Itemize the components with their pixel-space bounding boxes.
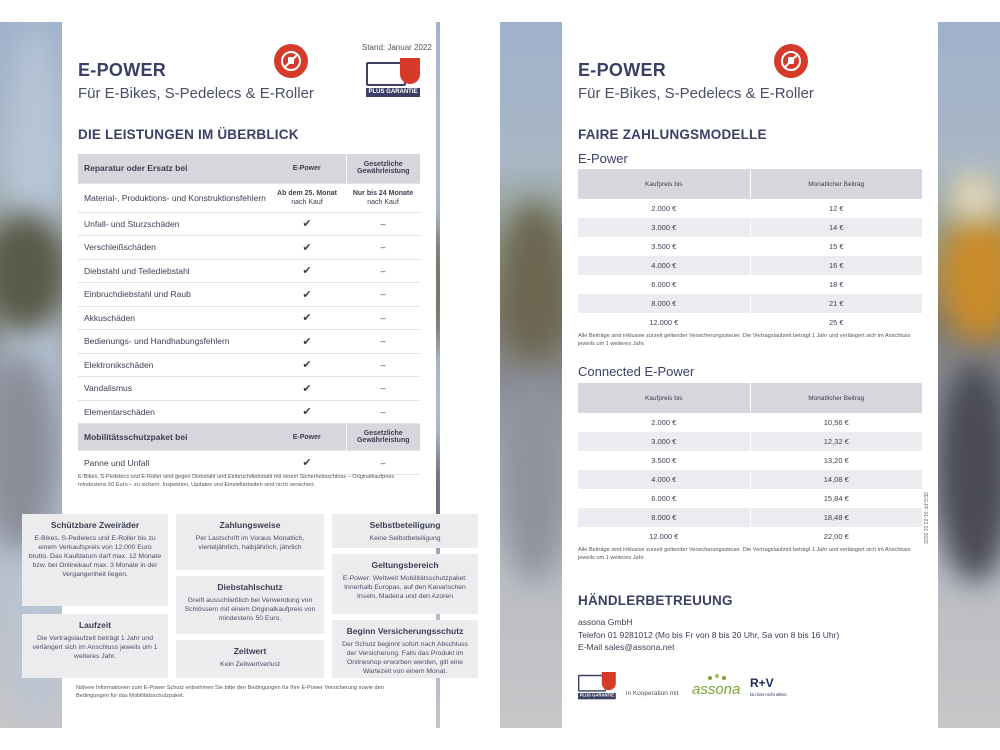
- section-title-zahlungsmodelle: FAIRE ZAHLUNGSMODELLE: [578, 127, 767, 142]
- box-title: Beginn Versicherungsschutz: [346, 626, 464, 636]
- legal-sub: nach Kauf: [367, 198, 399, 206]
- table-row: [78, 400, 420, 424]
- box-title: Schützbare Zweiräder: [50, 520, 140, 530]
- table-header: [78, 154, 420, 183]
- vertical-code: ZEG-FF 01-22 01 2022: [922, 492, 928, 544]
- row-label: Diebstahl und Teilediebstahl: [78, 259, 268, 283]
- table-header-mobility: [78, 424, 420, 451]
- fee-cell: 15 €: [750, 237, 922, 256]
- company-name: assona GmbH: [578, 617, 633, 627]
- header-cell: Gesetzliche Gewährleistung: [346, 154, 420, 183]
- info-box-diebstahlschutz: [176, 576, 324, 634]
- page-right: [562, 22, 938, 728]
- box-title: Diebstahlschutz: [217, 582, 283, 592]
- section-title-leistungen: DIE LEISTUNGEN IM ÜBERBLICK: [78, 127, 299, 142]
- price-row: [578, 294, 922, 313]
- table-row: [78, 330, 420, 354]
- info-box-selbstbeteiligung: [332, 514, 478, 548]
- table-row: [78, 283, 420, 307]
- table-row: [78, 212, 420, 236]
- table-row: [78, 377, 420, 401]
- fee-cell: 21 €: [750, 294, 922, 313]
- dash-mark: –: [346, 400, 420, 424]
- box-text: Die Vertragslaufzeit beträgt 1 Jahr und verlängert sich im Anschluss jeweils um 1 weiteres Jahr.: [32, 635, 158, 660]
- box-text: Kein Zeitwertverlust: [220, 661, 280, 668]
- table-row: [78, 236, 420, 260]
- box-title: Selbstbeteiligung: [369, 520, 441, 530]
- page-subtitle: Für E-Bikes, S-Pedelecs & E-Roller: [78, 85, 314, 102]
- row-label: Elementarschäden: [78, 400, 268, 424]
- price-row: [578, 451, 922, 470]
- fee-cell: 12,32 €: [750, 432, 922, 451]
- info-box-zahlungsweise: [176, 514, 324, 570]
- check-icon: ✔: [268, 236, 346, 260]
- cooperation-text: in Kooperation mit: [626, 690, 679, 697]
- info-box-beginn: [332, 620, 478, 678]
- fee-cell: 15,84 €: [750, 489, 922, 508]
- epower-note: Alle Beiträge sind inklusive zurzeit geltender Versicherungssteuer. Die Vertragslaufzeit beträgt 1 Jahr und verlängert sich im Anschluss jeweils um 1 weiteres Jahr.: [578, 333, 911, 347]
- row-label: Bedienungs- und Handhabungsfehlern: [78, 330, 268, 354]
- row-label: Akkuschäden: [78, 306, 268, 330]
- price-row: [578, 275, 922, 294]
- fee-cell: 10,56 €: [750, 413, 922, 432]
- price-cell: 2.000 €: [651, 204, 677, 213]
- price-cell: 3.000 €: [578, 218, 750, 237]
- box-text: Per Lastschrift im Voraus Monatlich, vierteljährlich, halbjährlich, jährlich: [195, 535, 305, 551]
- brand-title: E-POWER: [78, 60, 167, 80]
- fee-cell: 18,48 €: [750, 508, 922, 527]
- box-text: Greift ausschließlich bei Verwendung von Schlössern mit einem Originalkaufpreis von mindestens 50 Euro.: [184, 597, 316, 622]
- header-cell: E-Power: [268, 424, 346, 451]
- row-label: Einbruchdiebstahl und Raub: [78, 283, 268, 307]
- check-icon: ✔: [268, 400, 346, 424]
- legal-value: Nur bis 24 Monate: [352, 189, 414, 197]
- connected-note: Alle Beiträge sind inklusive zurzeit geltender Versicherungssteuer. Die Vertragslaufzeit beträgt 1 Jahr und verlängert sich im Anschluss jeweils um 1 weiteres Jahr.: [578, 547, 911, 561]
- dealer-contact: [578, 616, 928, 654]
- fee-cell: 12 €: [750, 199, 922, 218]
- info-box-zeitwert: [176, 640, 324, 678]
- box-text: E-Power: Weltweit Mobilitätsschutzpaket: Innerhalb Europas, auf den Kanarischen Inseln, Madeira und den Azoren: [342, 575, 468, 600]
- check-icon: ✔: [268, 212, 346, 236]
- brand-title: E-POWER: [578, 60, 667, 80]
- row-label: Verschleißschäden: [78, 236, 268, 260]
- header-cell: Mobilitätsschutzpaket bei: [78, 424, 268, 451]
- check-icon: ✔: [268, 283, 346, 307]
- bottom-note: Nähere Informationen zum E-Power Schutz entnehmen Sie bitte den Bedingungen für Ihre E-Power Versicherung sowie den Bedingungen für das Mobilitätsschutzpaket.: [76, 685, 384, 699]
- table-row: [78, 306, 420, 330]
- plug-icon: [774, 44, 808, 78]
- email-line: E-Mail sales@assona.net: [578, 642, 675, 652]
- header-cell: Monatlicher Beitrag: [750, 383, 922, 413]
- page-subtitle: Für E-Bikes, S-Pedelecs & E-Roller: [578, 85, 814, 102]
- table-row: [78, 451, 420, 475]
- assona-logo: assona: [692, 681, 741, 698]
- price-row: [578, 237, 922, 256]
- fee-cell: 14,08 €: [750, 470, 922, 489]
- badge-text: PLUS GARANTIE: [579, 693, 615, 698]
- price-table-header: [578, 383, 922, 413]
- dash-mark: –: [346, 212, 420, 236]
- connected-price-table: [578, 383, 922, 546]
- price-cell: 6.000 €: [651, 494, 677, 503]
- box-text: Keine Selbstbeteiligung: [369, 535, 441, 542]
- box-title: Geltungsbereich: [371, 560, 439, 570]
- stand-date: Stand: Januar 2022: [362, 43, 432, 52]
- price-cell: 6.000 €: [651, 280, 677, 289]
- phone-line: Telefon 01 9281012 (Mo bis Fr von 8 bis 20 Uhr, Sa von 8 bis 16 Uhr): [578, 629, 840, 640]
- check-icon: ✔: [268, 377, 346, 401]
- fee-cell: 22,00 €: [750, 527, 922, 546]
- fee-cell: 25 €: [750, 313, 922, 332]
- zeg-plus-garantie-logo: [366, 58, 420, 100]
- table-row: [78, 259, 420, 283]
- dash-mark: –: [346, 330, 420, 354]
- info-box-geltungsbereich: [332, 554, 478, 614]
- price-cell: 4.000 €: [578, 256, 750, 275]
- price-row: [578, 313, 922, 332]
- price-row: [578, 199, 922, 218]
- dash-mark: –: [346, 259, 420, 283]
- rv-logo: R+V: [750, 676, 774, 690]
- price-cell: 3.000 €: [578, 432, 750, 451]
- row-label: Material-, Produktions- und Konstruktionsfehlern: [78, 183, 268, 212]
- fee-cell: 16 €: [750, 256, 922, 275]
- header-cell: E-Power: [268, 154, 346, 183]
- dash-mark: –: [346, 306, 420, 330]
- box-text: E-Bikes, S-Pedelecs und E-Roller bis zu einem Verkaufspreis von 12.000 Euro brutto. Das Kaufdatum darf max. 12 Monate bzw. bei Onlinekauf max. 3 Monate in der Vergangenheit liegen.: [28, 535, 162, 578]
- price-row: [578, 413, 922, 432]
- plug-icon: [274, 44, 308, 78]
- connected-title: Connected E-Power: [578, 364, 695, 379]
- price-cell: 8.000 €: [578, 508, 750, 527]
- section-title-haendler: HÄNDLERBETREUUNG: [578, 593, 733, 608]
- check-icon: ✔: [268, 330, 346, 354]
- check-icon: ✔: [268, 353, 346, 377]
- row-label: Unfall- und Sturzschäden: [78, 212, 268, 236]
- dash-mark: –: [346, 451, 420, 475]
- price-row: [578, 256, 922, 275]
- dash-mark: –: [346, 283, 420, 307]
- dash-mark: –: [346, 377, 420, 401]
- price-cell: 8.000 €: [578, 294, 750, 313]
- zeg-logo-small: [578, 672, 616, 701]
- header-cell: Gesetzliche Gewährleistung: [346, 424, 420, 451]
- box-text: Der Schutz beginnt sofort nach Abschluss der Versicherung. Falls das Produkt im Onlineshop erworben werden, gilt eine Wartezeit von einem Monat.: [342, 641, 468, 675]
- dash-mark: –: [346, 236, 420, 260]
- header-cell: Kaufpreis bis: [578, 169, 750, 199]
- box-title: Zahlungsweise: [219, 520, 281, 530]
- box-title: Laufzeit: [78, 620, 112, 630]
- price-row: [578, 527, 922, 546]
- table-row: [78, 353, 420, 377]
- fee-cell: 13,20 €: [750, 451, 922, 470]
- benefits-table: [78, 154, 420, 475]
- price-cell: 3.500 €: [651, 456, 677, 465]
- price-row: [578, 489, 922, 508]
- price-row: [578, 432, 922, 451]
- check-icon: ✔: [268, 451, 346, 475]
- row-label: Panne und Unfall: [78, 451, 268, 475]
- assona-dots-icon: [708, 674, 734, 680]
- header-cell: Reparatur oder Ersatz bei: [78, 154, 268, 183]
- rv-slogan: Du bist nicht allein.: [750, 692, 788, 697]
- dash-mark: –: [346, 353, 420, 377]
- table-footnote: E-Bikes, S-Pedelecs und E-Roller sind gegen Diebstahl und Einbruchdiebstahl mit einem Sicherheitsschloss – Originalkaufpreis mindestens 50 Euro – zu sichern. Inspektion, Updates und Einstellarbeiten sind nicht versichert.: [78, 474, 395, 488]
- info-box-laufzeit: [22, 614, 168, 678]
- price-row: [578, 508, 922, 527]
- price-cell: 12.000 €: [649, 318, 679, 327]
- badge-text: PLUS GARANTIE: [366, 88, 420, 97]
- check-icon: ✔: [268, 259, 346, 283]
- check-icon: ✔: [268, 306, 346, 330]
- row-label: Vandalismus: [78, 377, 268, 401]
- epower-price-table: [578, 169, 922, 332]
- epower-sub: nach Kauf: [291, 198, 323, 206]
- price-row: [578, 470, 922, 489]
- fee-cell: 14 €: [750, 218, 922, 237]
- price-cell: 3.500 €: [651, 242, 677, 251]
- box-title: Zeitwert: [233, 646, 267, 656]
- epower-title: E-Power: [578, 151, 628, 166]
- price-cell: 2.000 €: [651, 418, 677, 427]
- fee-cell: 18 €: [750, 275, 922, 294]
- epower-value: Ab dem 25. Monat: [277, 189, 337, 197]
- info-box-zweiraeder: [22, 514, 168, 606]
- price-table-header: [578, 169, 922, 199]
- price-row: [578, 218, 922, 237]
- table-row: [78, 183, 420, 212]
- price-cell: 12.000 €: [649, 532, 679, 541]
- header-cell: Monatlicher Beitrag: [750, 169, 922, 199]
- row-label: Elektronikschäden: [78, 353, 268, 377]
- price-cell: 4.000 €: [578, 470, 750, 489]
- header-cell: Kaufpreis bis: [578, 383, 750, 413]
